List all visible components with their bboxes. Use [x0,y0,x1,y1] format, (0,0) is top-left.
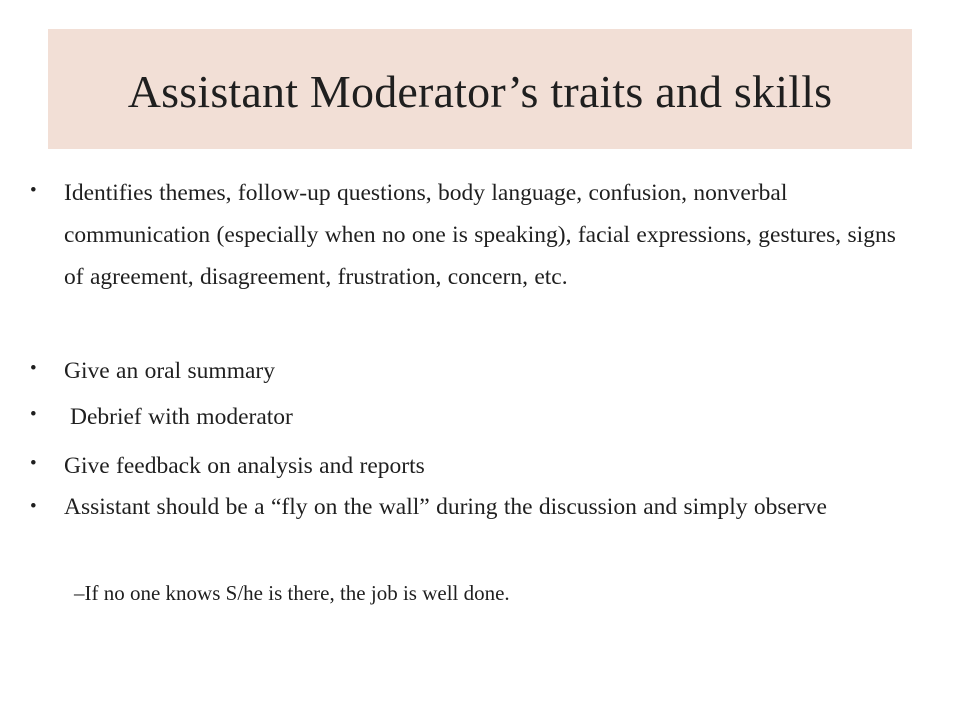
bullet-text: Identifies themes, follow-up questions, body language, confusion, nonverbal communication (especially when no one is speaking), facial expressions, gestures, signs of agreement, disagreement, frustration, concern, etc. [64,180,896,290]
sub-bullet-item [74,578,510,608]
bullet-item [30,445,910,487]
bullet-text: Debrief with moderator [70,404,293,430]
bullet-text: Give feedback on analysis and reports [64,453,425,479]
bullet-item [30,350,910,392]
sub-bullet-text: If no one knows S/he is there, the job is well done. [84,581,510,605]
bullet-dot-icon: • [30,453,37,474]
slide-title: Assistant Moderator’s traits and skills [127,65,833,117]
bullet-dot-icon: • [30,404,37,425]
dash-icon: – [74,581,85,605]
bullet-item [30,396,910,438]
bullet-item [30,490,910,524]
bullet-item [30,172,910,298]
bullet-dot-icon: • [30,358,37,379]
bullet-dot-icon: • [30,496,37,517]
bullet-dot-icon: • [30,180,37,201]
bullet-text: Assistant should be a “fly on the wall” during the discussion and simply observe [64,494,827,520]
bullet-text: Give an oral summary [64,358,275,384]
